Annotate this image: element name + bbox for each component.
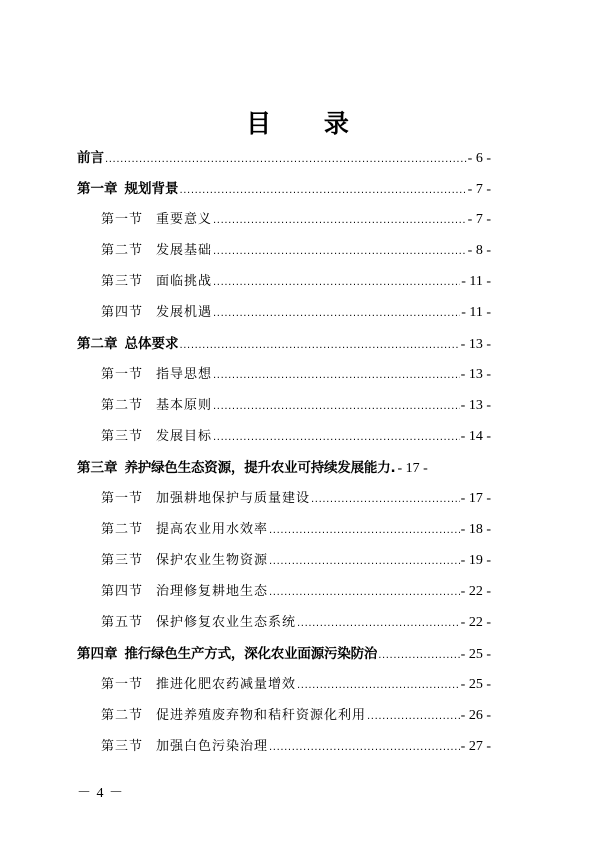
toc-leader-dots xyxy=(269,525,460,536)
toc-entry-text: 基本原则 xyxy=(156,398,213,413)
toc-entry-chapter-2[interactable] xyxy=(77,332,491,354)
toc-entry-section[interactable] xyxy=(101,673,491,695)
toc-entry-number: 第三节 xyxy=(101,274,144,289)
toc-entry-text: 推行绿色生产方式，深化农业面源污染防治 xyxy=(124,646,378,662)
toc-entry-section[interactable] xyxy=(101,301,491,323)
toc-entry-chapter-1[interactable] xyxy=(77,177,491,199)
toc-entry-text: 总体要求 xyxy=(124,336,179,352)
toc-leader-dots xyxy=(213,370,460,381)
toc-entry-page: - 7 - xyxy=(467,212,491,227)
toc-entry-page: - 11 - xyxy=(461,274,491,289)
toc-entry-section[interactable] xyxy=(101,208,491,230)
toc-entry-section[interactable] xyxy=(101,580,491,602)
toc-entry-preface[interactable] xyxy=(77,146,491,168)
toc-leader-dots xyxy=(213,246,467,257)
toc-entry-page: - 25 - xyxy=(460,647,491,662)
toc-entry-chapter-4[interactable] xyxy=(77,642,491,664)
toc-leader-dots xyxy=(180,185,467,196)
toc-entry-section[interactable] xyxy=(101,425,491,447)
toc-entry-page: - 22 - xyxy=(460,584,491,599)
toc-entry-page: - 26 - xyxy=(460,708,491,723)
toc-entry-number: 第五节 xyxy=(101,615,144,630)
toc-entry-section[interactable] xyxy=(101,549,491,571)
toc-entry-page: - 6 - xyxy=(467,151,491,166)
toc-entry-page: - 13 - xyxy=(460,337,491,352)
toc-entry-page: - 25 - xyxy=(460,677,491,692)
toc-entry-number: 第一节 xyxy=(101,491,144,506)
toc-entry-page: - 22 - xyxy=(460,615,491,630)
toc-entry-number: 第三节 xyxy=(101,553,144,568)
toc-leader-dots xyxy=(180,340,460,351)
toc-entry-number: 第二节 xyxy=(101,522,144,537)
toc-entry-number: 第二节 xyxy=(101,243,144,258)
toc-leader-dots xyxy=(269,587,460,598)
toc-entry-number: 第一章 xyxy=(77,181,118,197)
toc-entry-number: 第三节 xyxy=(101,429,144,444)
toc-entry-section[interactable] xyxy=(101,270,491,292)
toc-entry-text: 治理修复耕地生态 xyxy=(156,584,269,599)
toc-entry-text: 加强耕地保护与质量建设 xyxy=(156,491,311,506)
toc-title: 目 录 xyxy=(246,109,371,138)
toc-entry-number: 第二节 xyxy=(101,708,144,723)
toc-entry-section[interactable] xyxy=(101,394,491,416)
toc-entry-section[interactable] xyxy=(101,239,491,261)
toc-entry-section[interactable] xyxy=(101,704,491,726)
toc-entry-number: 第二节 xyxy=(101,398,144,413)
toc-leader-dots xyxy=(213,401,460,412)
toc-leader-dots xyxy=(213,432,460,443)
toc-entry-text: 保护修复农业生态系统 xyxy=(156,615,297,630)
toc-leader-dots xyxy=(213,308,460,319)
toc-entry-number: 第一节 xyxy=(101,677,144,692)
toc-leader-dots xyxy=(269,556,460,567)
toc-entry-text: 重要意义 xyxy=(156,212,213,227)
toc-leader-dots xyxy=(269,742,460,753)
toc-leader-dots xyxy=(105,154,467,165)
toc-entry-chapter-3[interactable] xyxy=(77,456,491,478)
toc-entry-number: 第四章 xyxy=(77,646,118,662)
toc-entry-text: 发展机遇 xyxy=(156,305,213,320)
toc-entry-number: 第三章 xyxy=(77,460,118,476)
toc-entry-text: 面临挑战 xyxy=(156,274,213,289)
toc-entry-section[interactable] xyxy=(101,611,491,633)
toc-entry-number: 第二章 xyxy=(77,336,118,352)
toc-entry-page: - 17 - xyxy=(460,491,491,506)
toc-leader-dots xyxy=(213,277,460,288)
toc-entry-section[interactable] xyxy=(101,363,491,385)
toc-entry-text: 保护农业生物资源 xyxy=(156,553,269,568)
toc-leader-dots xyxy=(378,650,459,661)
toc-entry-number: 第一节 xyxy=(101,212,144,227)
toc-leader-dots xyxy=(297,680,460,691)
page-number: － 4 － xyxy=(77,786,124,801)
toc-entry-number: 第四节 xyxy=(101,305,144,320)
toc-entry-page: - 13 - xyxy=(460,398,491,413)
toc-entry-text: 养护绿色生态资源，提升农业可持续发展能力. xyxy=(124,460,396,476)
toc-entry-page: - 7 - xyxy=(467,182,491,197)
toc-entry-text: 发展基础 xyxy=(156,243,213,258)
toc-entry-number: 第三节 xyxy=(101,739,144,754)
toc-entry-page: - 27 - xyxy=(460,739,491,754)
toc-entry-page: - 18 - xyxy=(460,522,491,537)
toc-entry-section[interactable] xyxy=(101,487,491,509)
toc-entry-text: 规划背景 xyxy=(124,181,179,197)
toc-leader-dots xyxy=(311,494,460,505)
toc-entry-section[interactable] xyxy=(101,518,491,540)
toc-entry-text: 提高农业用水效率 xyxy=(156,522,269,537)
toc-leader-dots xyxy=(297,618,460,629)
toc-entry-text: 促进养殖废弃物和秸秆资源化利用 xyxy=(156,708,367,723)
toc-entry-page: - 11 - xyxy=(461,305,491,320)
toc-entry-text: 前言 xyxy=(77,150,104,166)
toc-entry-page: - 13 - xyxy=(460,367,491,382)
toc-leader-dots xyxy=(367,711,460,722)
toc-entry-page: - 19 - xyxy=(460,553,491,568)
toc-entry-text: 指导思想 xyxy=(156,367,213,382)
toc-entry-page: - 8 - xyxy=(467,243,491,258)
toc-leader-dots xyxy=(213,215,467,226)
toc-entry-section[interactable] xyxy=(101,735,491,757)
toc-entry-text: 加强白色污染治理 xyxy=(156,739,269,754)
toc-entry-page: - 17 - xyxy=(397,461,428,476)
toc-entry-number: 第四节 xyxy=(101,584,144,599)
toc-entry-text: 推进化肥农药减量增效 xyxy=(156,677,297,692)
toc-entry-page: - 14 - xyxy=(460,429,491,444)
toc-entry-number: 第一节 xyxy=(101,367,144,382)
toc-entry-text: 发展目标 xyxy=(156,429,213,444)
